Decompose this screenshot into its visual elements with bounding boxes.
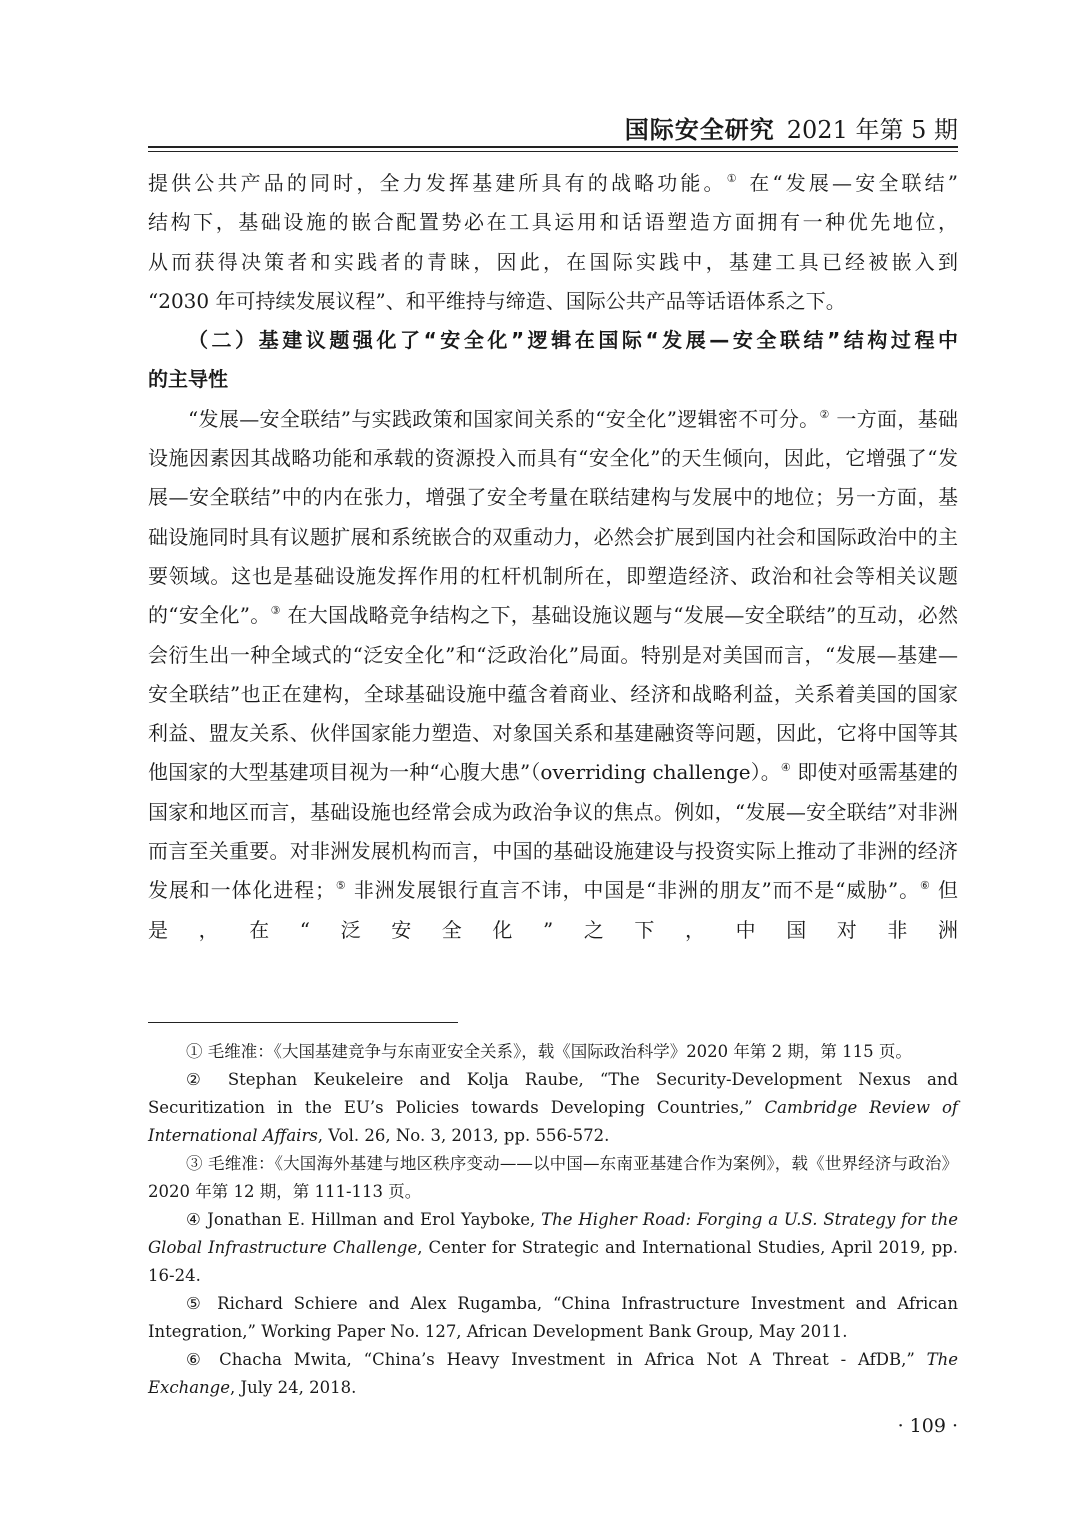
footnote-ref-2[interactable]: ② — [819, 407, 830, 421]
section-heading-line-1: （二）基建议题强化了“安全化”逻辑在国际“发展—安全联结”结构过程中 — [188, 328, 958, 353]
issue-label: 2021 年第 5 期 — [786, 116, 958, 144]
main-text — [148, 164, 958, 950]
paragraph-1-line-2: 结构下，基础设施的嵌合配置势必在工具运用和话语塑造方面拥有一种优先地位， — [148, 210, 958, 235]
footnote-4: ④ Jonathan E. Hillman and Erol Yayboke, The Higher Road: Forging a U.S. Strategy for the Global Infrastructure Challenge, Center for Strategic and International Studies, April 2019, pp. 16-24. — [148, 1210, 958, 1285]
footnote-1: ① 毛维准：《大国基建竞争与东南亚安全关系》，载《国际政治科学》2020 年第 2 期，第 115 页。 — [185, 1042, 912, 1061]
paragraph-2: “发展—安全联结”与实践政策和国家间关系的“安全化”逻辑密不可分。② 一方面，基础设施因素因其战略功能和承载的资源投入而具有“安全化”的天生倾向，因此，它增强了“发展—安全联结”中的内在张力，增强了安全考量在联结建构与发展中的地位；另一方面，基础设施同时具有议题扩展和系统嵌合的双重动力，必然会扩展到国内社会和国际政治中的主要领域。这也是基础设施发挥作用的杠杆机制所在，即塑造经济、政治和社会等相关议题的“安全化”。③ 在大国战略竞争结构之下，基础设施议题与“发展—安全联结”的互动，必然会衍生出一种全域式的“泛安全化”和“泛政治化”局面。特别是对美国而言，“发展—基建—安全联结”也正在建构，全球基础设施中蕴含着商业、经济和战略利益，关系着美国的国家利益、盟友关系、伙伴国家能力塑造、对象国关系和基建融资等问题，因此，它将中国等其他国家的大型基建项目视为一种“心腹大患”（overriding challenge）。④ 即使对亟需基建的国家和地区而言，基础设施也经常会成为政治争议的焦点。例如，“发展—安全联结”对非洲而言至关重要。对非洲发展机构而言，中国的基础设施建设与投资实际上推动了非洲的经济发展和一体化进程；⑤ 非洲发展银行直言不讳，中国是“非洲的朋友”而不是“威胁”。⑥ 但是，在“泛安全化”之下，中国对非洲 — [148, 406, 958, 942]
running-header — [148, 112, 958, 148]
paragraph-1-line-3: 从而获得决策者和实践者的青睐，因此，在国际实践中，基建工具已经被嵌入到 — [148, 249, 958, 274]
footnote-ref-5[interactable]: ⑤ — [334, 879, 347, 893]
footnote-ref-1[interactable]: ① — [726, 172, 740, 185]
footnote-6: ⑥ Chacha Mwita, “China’s Heavy Investment in Africa Not A Threat - AfDB,” The Exchange, July 24, 2018. — [148, 1350, 959, 1397]
footnote-ref-6[interactable]: ⑥ — [920, 879, 931, 893]
footnote-rule — [148, 1022, 458, 1023]
footnote-3: ③ 毛维准：《大国海外基建与地区秩序变动——以中国—东南亚基建合作为案例》，载《世界经济与政治》2020 年第 12 期，第 111-113 页。 — [148, 1154, 959, 1201]
paragraph-1-line-1: 提供公共产品的同时，全力发挥基建所具有的战略功能。① 在“发展—安全联结” — [148, 171, 959, 195]
paragraph-1-line-4: “2030 年可持续发展议程”、和平维持与缔造、国际公共产品等话语体系之下。 — [148, 288, 846, 313]
footnote-2: ② Stephan Keukeleire and Kolja Raube, “The Security-Development Nexus and Securitization in the EU’s Policies towards Developing Countries,” Cambridge Review of International Affairs, Vol. 26, No. 3, 2013, pp. 556-572. — [148, 1070, 959, 1145]
footnote-ref-4[interactable]: ④ — [780, 761, 791, 775]
page-number: · 109 · — [897, 1415, 958, 1437]
header-rule-thin — [148, 151, 958, 152]
footnote-ref-3[interactable]: ③ — [270, 604, 281, 618]
header-rule — [148, 146, 958, 148]
journal-title: 国际安全研究 — [624, 116, 775, 144]
footnotes — [148, 1038, 958, 1402]
footnote-5: ⑤ Richard Schiere and Alex Rugamba, “China Infrastructure Investment and African Integration,” Working Paper No. 127, African Development Bank Group, May 2011. — [148, 1294, 959, 1341]
section-heading-line-2: 的主导性 — [148, 367, 228, 392]
